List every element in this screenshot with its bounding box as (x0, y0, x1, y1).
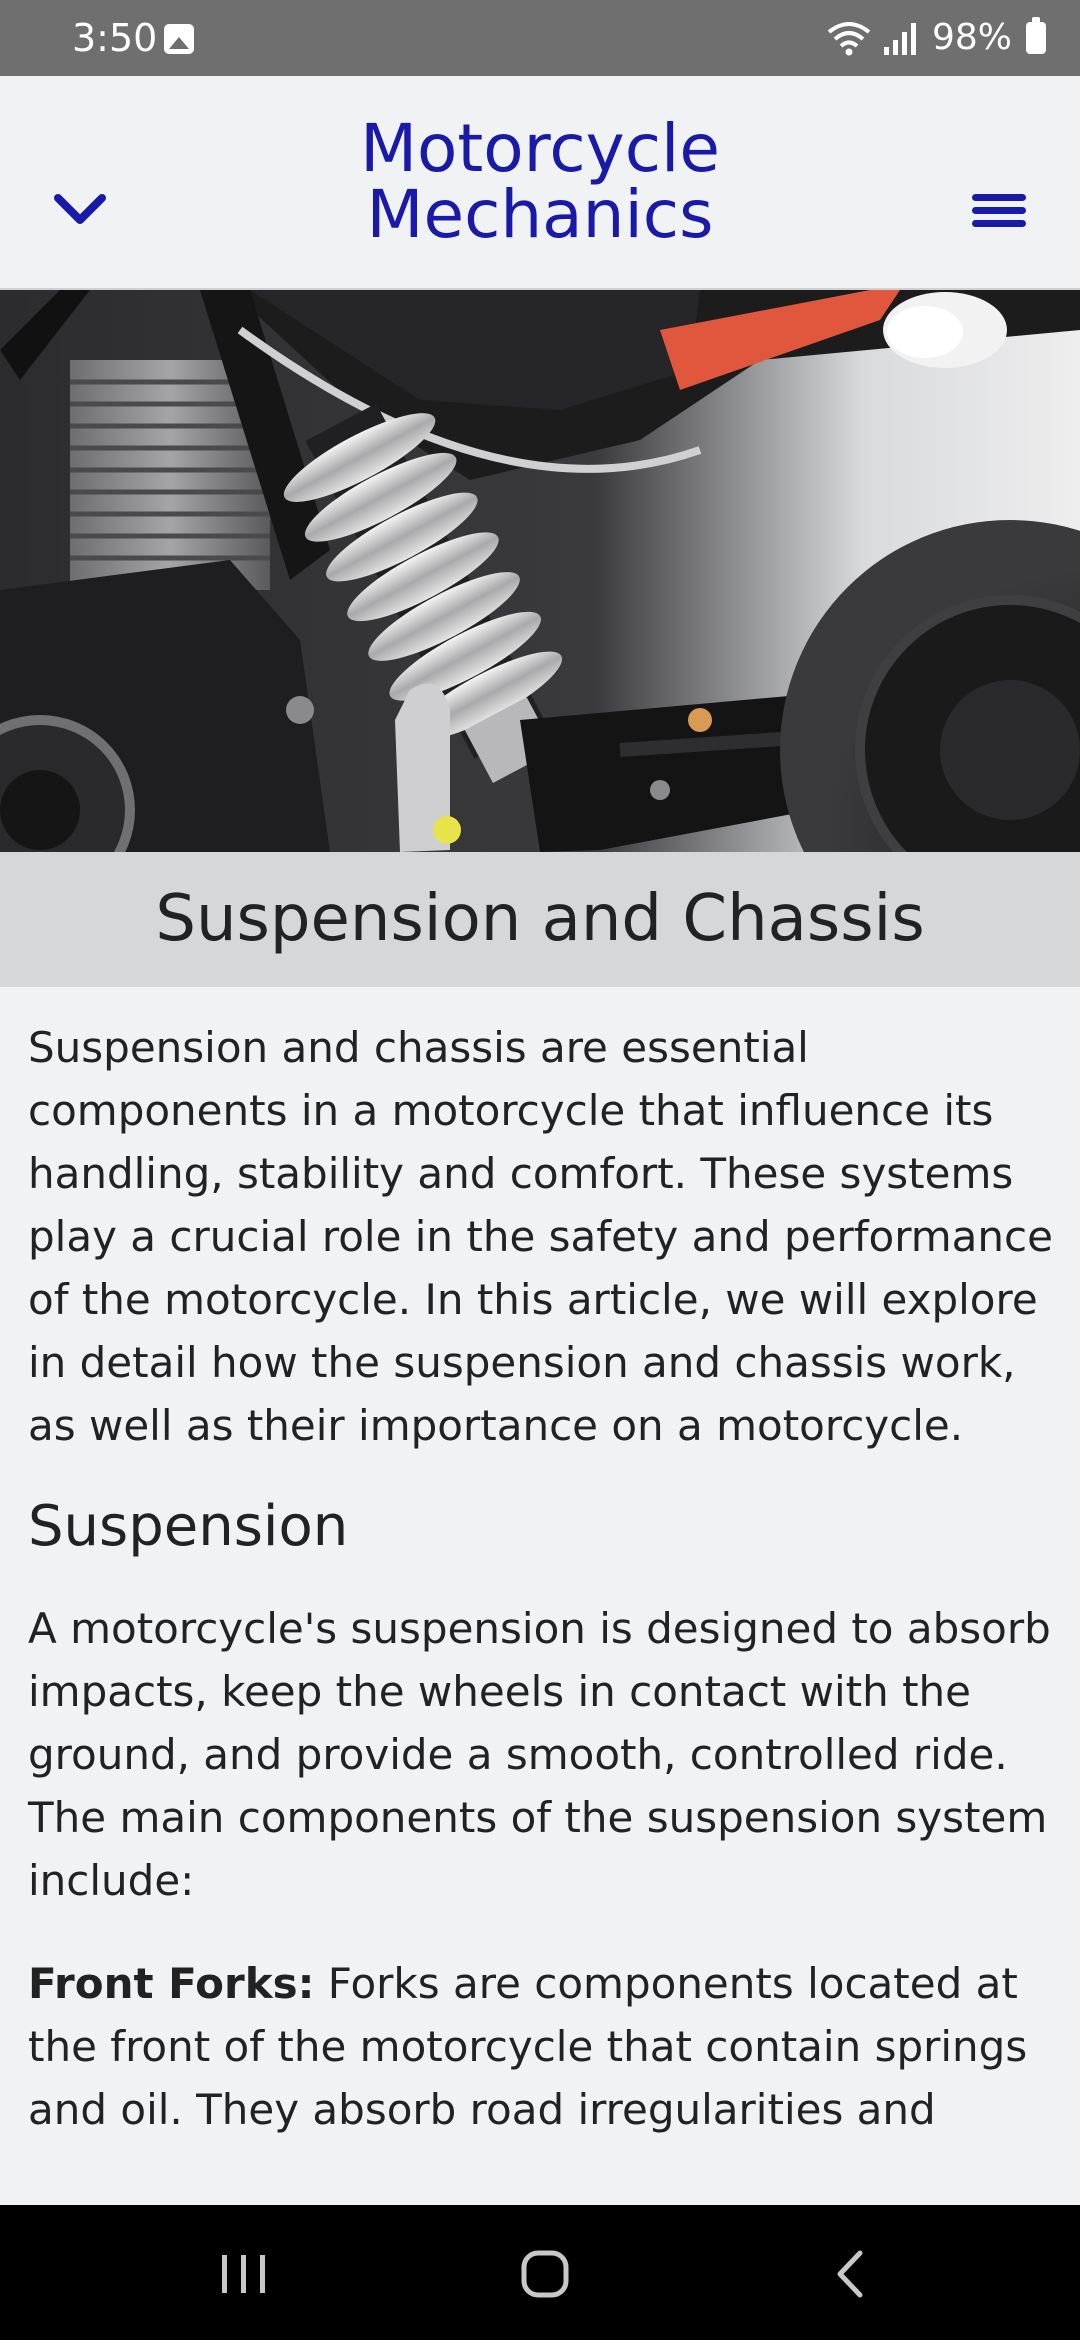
motorcycle-suspension-photo (0, 290, 1080, 852)
signal-icon (882, 21, 922, 55)
hero-image (0, 290, 1080, 852)
gallery-icon (164, 24, 194, 54)
battery-percentage: 98% (931, 17, 1012, 58)
article-content (28, 1016, 1058, 2141)
front-forks-label: Front Forks: (28, 1959, 315, 2008)
status-right-group (826, 14, 1046, 62)
front-forks-text: Forks are components located at the front of the motorcycle that contain springs and oil. They absorb road irregularities and (28, 1959, 1028, 2134)
front-forks-paragraph (28, 1952, 1058, 2141)
system-nav-bar (0, 2205, 1080, 2340)
home-icon[interactable] (520, 2249, 570, 2299)
status-bar (0, 0, 1080, 76)
article-intro: Suspension and chassis are essential components in a motorcycle that influence its handling, stability and comfort. These systems play a crucial role in the safety and performance of the motorcycle. In this article, we will explore in detail how the suspension and chassis work, as well as their importance on a motorcycle. (28, 1023, 1053, 1450)
site-title-line2: Mechanics (366, 176, 714, 253)
article-title-band (0, 852, 1080, 987)
battery-icon (1026, 22, 1046, 54)
recent-apps-icon[interactable] (218, 2253, 270, 2295)
status-time: 3:50 (72, 16, 158, 60)
site-title[interactable] (240, 110, 840, 253)
article-title: Suspension and Chassis (155, 882, 925, 956)
chevron-down-icon[interactable] (50, 180, 110, 240)
back-icon[interactable] (830, 2249, 870, 2299)
site-title-line1: Motorcycle (360, 110, 720, 187)
article-paragraph: A motorcycle's suspension is designed to absorb impacts, keep the wheels in contact with the ground, and provide a smooth, controlled ride. The main components of the suspension system include: (28, 1604, 1051, 1905)
hamburger-menu-icon[interactable] (966, 180, 1032, 240)
subheading-suspension: Suspension (28, 1494, 349, 1559)
wifi-icon (826, 20, 872, 56)
app-header (0, 76, 1080, 290)
